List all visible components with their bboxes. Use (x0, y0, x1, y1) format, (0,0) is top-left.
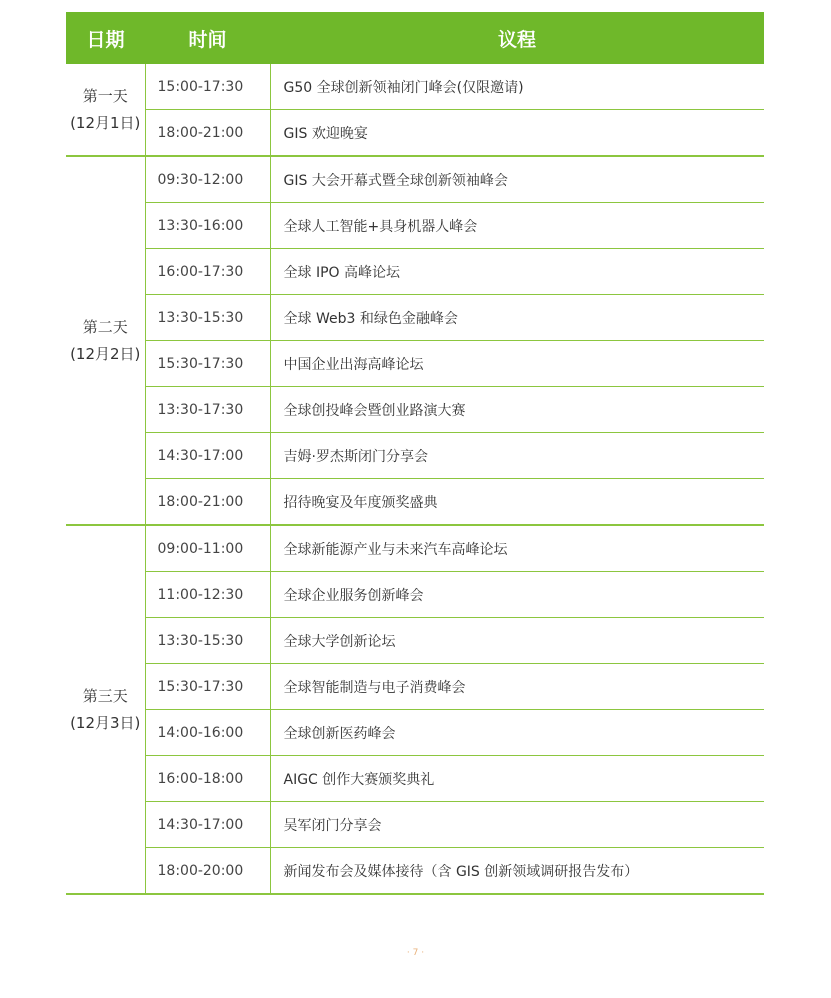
session-row (66, 387, 764, 433)
session-topic: 全球 Web3 和绿色金融峰会 (270, 295, 764, 341)
header-agenda: 议程 (270, 12, 764, 64)
agenda-table (66, 12, 764, 895)
session-time: 15:30-17:30 (145, 664, 270, 710)
session-row (66, 295, 764, 341)
session-topic: GIS 欢迎晚宴 (270, 110, 764, 157)
session-topic: 全球人工智能+具身机器人峰会 (270, 203, 764, 249)
session-topic: 吉姆·罗杰斯闭门分享会 (270, 433, 764, 479)
header-date: 日期 (66, 12, 145, 64)
session-time: 15:00-17:30 (145, 64, 270, 110)
day-date: (12月2日) (70, 344, 141, 363)
session-topic: 招待晚宴及年度颁奖盛典 (270, 479, 764, 526)
session-row (66, 341, 764, 387)
session-row (66, 756, 764, 802)
session-row (66, 203, 764, 249)
session-topic: 全球创新医药峰会 (270, 710, 764, 756)
session-time: 15:30-17:30 (145, 341, 270, 387)
session-topic: 全球大学创新论坛 (270, 618, 764, 664)
agenda-body (66, 64, 764, 894)
day-cell (66, 156, 145, 525)
session-time: 16:00-17:30 (145, 249, 270, 295)
day-cell (66, 525, 145, 894)
session-time: 14:30-17:00 (145, 802, 270, 848)
session-row (66, 525, 764, 572)
session-topic: 全球创投峰会暨创业路演大赛 (270, 387, 764, 433)
session-topic: 全球 IPO 高峰论坛 (270, 249, 764, 295)
session-topic: 中国企业出海高峰论坛 (270, 341, 764, 387)
session-time: 18:00-21:00 (145, 110, 270, 157)
session-time: 13:30-15:30 (145, 618, 270, 664)
session-topic: 全球智能制造与电子消费峰会 (270, 664, 764, 710)
session-row (66, 156, 764, 203)
session-topic: 吴军闭门分享会 (270, 802, 764, 848)
session-row (66, 802, 764, 848)
session-time: 09:30-12:00 (145, 156, 270, 203)
session-row (66, 433, 764, 479)
session-time: 18:00-21:00 (145, 479, 270, 526)
session-row (66, 479, 764, 526)
page-number: · 7 · (406, 948, 425, 958)
session-time: 13:30-17:30 (145, 387, 270, 433)
session-topic: 全球新能源产业与未来汽车高峰论坛 (270, 525, 764, 572)
session-time: 14:30-17:00 (145, 433, 270, 479)
session-row (66, 664, 764, 710)
session-time: 13:30-16:00 (145, 203, 270, 249)
day-label: 第三天 (82, 686, 128, 705)
session-time: 18:00-20:00 (145, 848, 270, 895)
session-row (66, 848, 764, 895)
session-time: 09:00-11:00 (145, 525, 270, 572)
day-label: 第二天 (82, 317, 128, 336)
day-date: (12月3日) (70, 713, 141, 732)
session-row (66, 618, 764, 664)
session-row (66, 572, 764, 618)
day-cell (66, 64, 145, 156)
session-topic: GIS 大会开幕式暨全球创新领袖峰会 (270, 156, 764, 203)
session-row (66, 710, 764, 756)
session-topic: 全球企业服务创新峰会 (270, 572, 764, 618)
session-time: 13:30-15:30 (145, 295, 270, 341)
session-time: 14:00-16:00 (145, 710, 270, 756)
table-header (66, 12, 764, 64)
session-topic: 新闻发布会及媒体接待（含 GIS 创新领域调研报告发布） (270, 848, 764, 895)
session-row (66, 249, 764, 295)
session-topic: AIGC 创作大赛颁奖典礼 (270, 756, 764, 802)
day-label: 第一天 (82, 86, 128, 105)
session-row (66, 110, 764, 157)
day-date: (12月1日) (70, 113, 141, 132)
session-time: 16:00-18:00 (145, 756, 270, 802)
session-row (66, 64, 764, 110)
session-time: 11:00-12:30 (145, 572, 270, 618)
session-topic: G50 全球创新领袖闭门峰会(仅限邀请) (270, 64, 764, 110)
header-time: 时间 (145, 12, 270, 64)
header-row (66, 12, 764, 64)
